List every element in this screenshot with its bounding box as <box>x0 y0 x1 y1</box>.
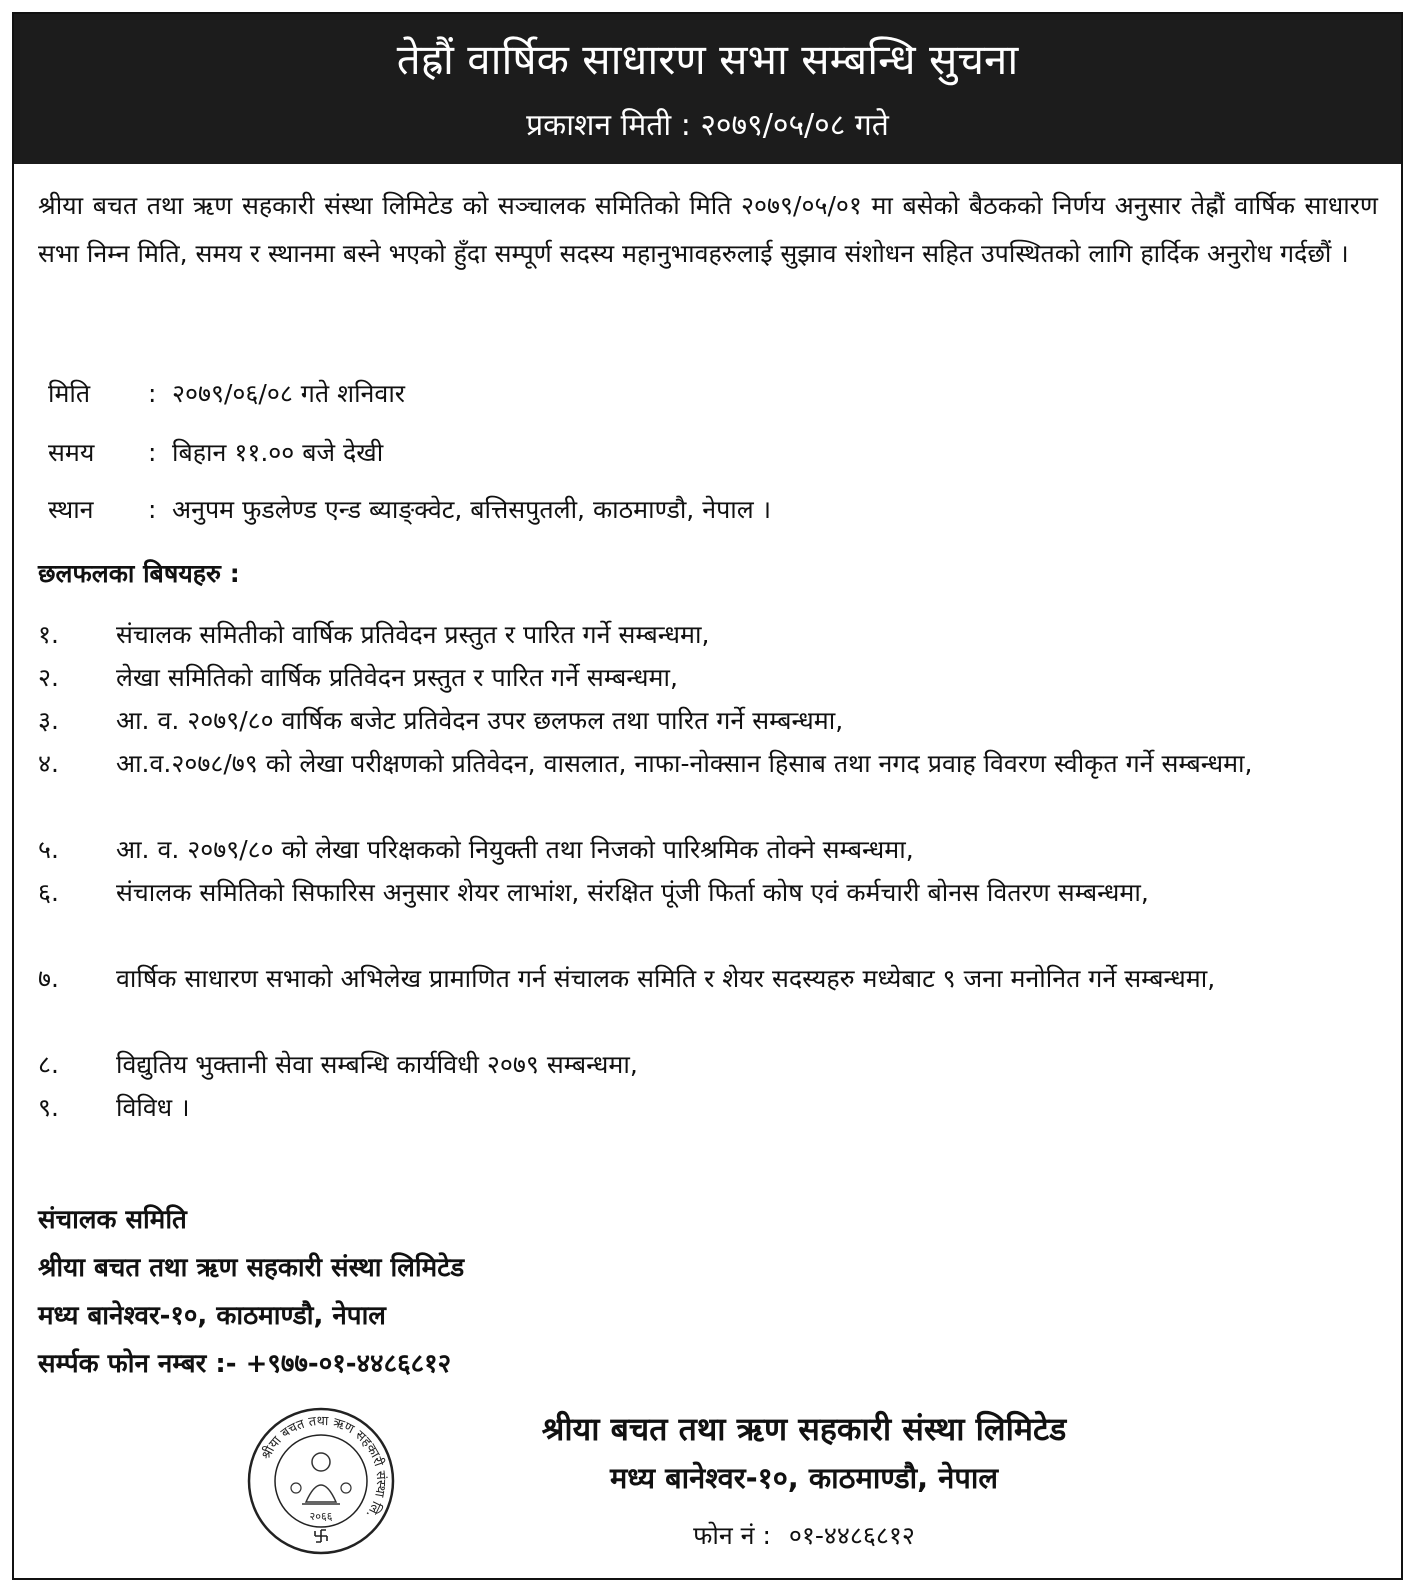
agenda-text: लेखा समितिको वार्षिक प्रतिवेदन प्रस्तुत र पारित गर्ने सम्बन्धमा, <box>116 663 678 692</box>
agenda-text: संचालक समितीको वार्षिक प्रतिवेदन प्रस्तुत र पारित गर्ने सम्बन्धमा, <box>116 620 710 649</box>
agenda-item <box>38 829 1378 870</box>
notice-header <box>14 14 1401 164</box>
letterhead-phone <box>394 1516 1214 1556</box>
meeting-date-row <box>48 374 405 414</box>
agenda-item <box>38 657 1378 698</box>
agenda-number: ४. <box>38 749 59 778</box>
agenda-text: संचालक समितिको सिफारिस अनुसार शेयर लाभांश, संरक्षित पूंजी फिर्ता कोष एवं कर्मचारी बोनस वितरण सम्बन्धमा, <box>116 878 1149 907</box>
meeting-time-label: समय <box>48 438 95 467</box>
agenda-number: ३. <box>38 706 59 735</box>
signature-address: मध्य बानेश्वर-१०, काठमाण्डौ, नेपाल <box>38 1301 386 1331</box>
agenda-text: विद्युतिय भुक्तानी सेवा सम्बन्धि कार्यविधी २०७९ सम्बन्धमा, <box>116 1050 638 1079</box>
signature-org: श्रीया बचत तथा ऋण सहकारी संस्था लिमिटेड <box>38 1253 465 1283</box>
seal-year: २०६६ <box>309 1510 333 1523</box>
publication-date: प्रकाशन मिती : २०७९/०५/०८ गते <box>526 108 889 143</box>
seal-ring-text: श्रीया बचत तथा ऋण सहकारी संस्था लि. <box>258 1413 389 1521</box>
signature-block <box>38 1196 464 1388</box>
signature-committee: संचालक समिति <box>38 1205 187 1235</box>
agenda-item <box>38 872 1378 913</box>
agenda-text: आ. व. २०७९/८० को लेखा परिक्षकको नियुक्ती तथा निजको पारिश्रमिक तोक्ने सम्बन्धमा, <box>116 835 914 864</box>
swastika-icon <box>315 1530 327 1542</box>
agenda-item <box>38 700 1378 741</box>
agenda-text: विविध । <box>116 1093 190 1122</box>
agenda-text: वार्षिक साधारण सभाको अभिलेख प्रामाणित गर्न संचालक समिति र शेयर सदस्यहरु मध्येबाट ९ जना मनोनित गर्ने सम्बन्धमा, <box>116 964 1216 993</box>
intro-paragraph: श्रीया बचत तथा ऋण सहकारी संस्था लिमिटेड को सञ्चालक समितिको मिति २०७९/०५/०१ मा बसेको बैठकको निर्णय अनुसार तेह्रौं वार्षिक साधारण सभा निम्न मिति, समय र स्थानमा बस्ने भएको हुँदा सम्पूर्ण सदस्य महानुभावहरुलाई सुझाव संशोधन सहित उपस्थितको लागि हार्दिक अनुरोध गर्दछौं । <box>38 191 1378 268</box>
meeting-venue-row <box>48 490 771 530</box>
agenda-number: ६. <box>38 878 59 907</box>
agenda-number: ७. <box>38 964 59 993</box>
agenda-item <box>38 1087 1378 1128</box>
agenda-item <box>38 743 1378 784</box>
agenda-text: आ.व.२०७८/७९ को लेखा परीक्षणको प्रतिवेदन, वासलात, नाफा-नोक्सान हिसाब तथा नगद प्रवाह विवरण स्वीकृत गर्ने सम्बन्धमा, <box>116 749 1253 778</box>
agenda-number: १. <box>38 620 59 649</box>
notice-frame <box>12 12 1403 1580</box>
agenda-number: ९. <box>38 1093 59 1122</box>
meeting-venue-label: स्थान <box>48 495 94 524</box>
seal-deity-icon <box>291 1453 351 1504</box>
separator: : <box>148 379 157 408</box>
agenda-item <box>38 958 1378 999</box>
meeting-venue-value: अनुपम फुडलेण्ड एन्ड ब्याङ्क्वेट, बत्तिसपुतली, काठमाण्डौ, नेपाल । <box>172 495 772 524</box>
separator: : <box>148 438 157 467</box>
agenda-item <box>38 614 1378 655</box>
agenda-item <box>38 1044 1378 1085</box>
letterhead-address: मध्य बानेश्वर-१०, काठमाण्डौ, नेपाल <box>609 1461 999 1495</box>
agenda-number: ८. <box>38 1050 59 1079</box>
meeting-time-value: बिहान ११.०० बजे देखी <box>172 438 384 467</box>
signature-contact: सर्म्पक फोन नम्बर :- +९७७-०१-४४८६८१२ <box>38 1349 452 1379</box>
agenda-number: ५. <box>38 835 59 864</box>
cooperative-seal <box>246 1406 396 1556</box>
agenda-title: छलफलका बिषयहरु : <box>38 559 240 588</box>
phone-value: ०१-४४८६८१२ <box>788 1521 915 1550</box>
letterhead-org: श्रीया बचत तथा ऋण सहकारी संस्था लिमिटेड <box>541 1410 1067 1448</box>
separator: : <box>148 495 157 524</box>
phone-label: फोन नं : <box>693 1521 771 1550</box>
meeting-date-label: मिति <box>48 379 91 408</box>
agenda-number: २. <box>38 663 59 692</box>
meeting-time-row <box>48 433 383 473</box>
notice-title: तेह्रौं वार्षिक साधारण सभा सम्बन्धि सुचना <box>396 35 1019 84</box>
agenda-text: आ. व. २०७९/८० वार्षिक बजेट प्रतिवेदन उपर छलफल तथा पारित गर्ने सम्बन्धमा, <box>116 706 844 735</box>
meeting-date-value: २०७९/०६/०८ गते शनिवार <box>172 379 406 408</box>
